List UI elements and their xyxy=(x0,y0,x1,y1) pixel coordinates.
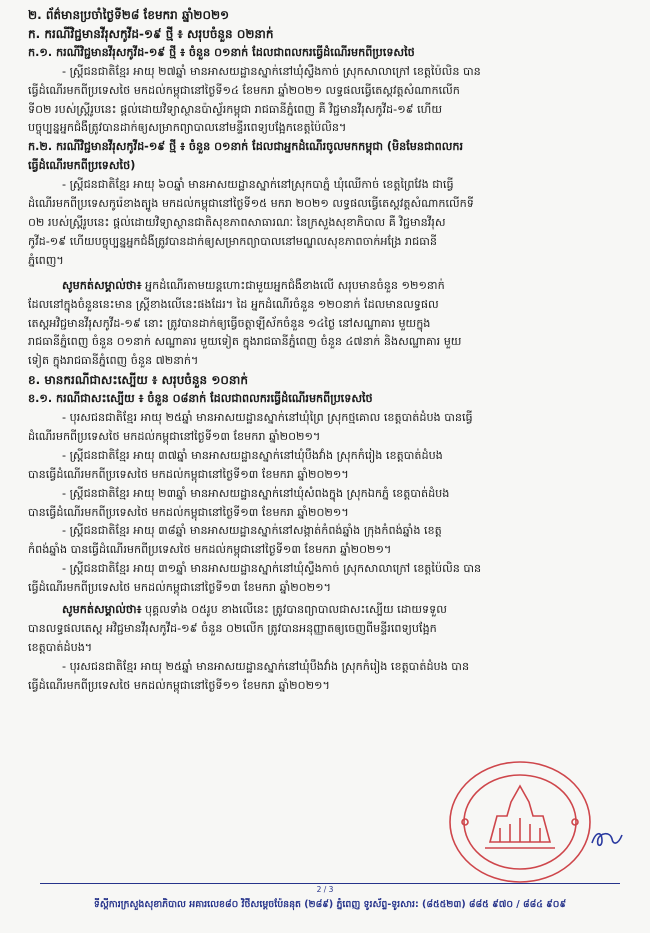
note-a-line-3: តេស្តអវិជ្ជមានវីរុសកូវីដ-១៩ នោះ ត្រូវបានដាក់ឲ្យធ្វើចត្តាឡីស័កចំនួន ១៤ថ្ងៃ នៅសណ្ឋាគារ មួយក្នុង xyxy=(28,316,431,330)
b1-item-1-line-1: - បុរសជនជាតិខ្មែរ អាយុ ២៥ឆ្នាំ មានអាសយដ្ឋានស្នាក់នៅឃុំព្រៃ ស្រុកថ្មគោល ខេត្តបាត់ដំបង បានធ្វើ xyxy=(62,411,473,425)
b1-item-4-line-1: - ស្ត្រីជនជាតិខ្មែរ អាយុ ៣៨ឆ្នាំ មានអាសយដ្ឋានស្នាក់នៅសង្កាត់កំពង់ឆ្នាំង ក្រុងកំពង់ឆ្នាំង ខេត្ត xyxy=(62,524,442,538)
b1-item-3-line-2: បានធ្វើដំណើរមកពីប្រទេសថៃ មកដល់កម្ពុជានៅថ្ងៃទី១៣ ខែមករា ឆ្នាំ២០២១។ xyxy=(28,505,349,519)
official-stamp-icon xyxy=(445,758,595,886)
b1-item-6-line-2: ធ្វើដំណើរមកពីប្រទេសថៃ មកដល់កម្ពុជានៅថ្ងៃទី១១ ខែមករា ឆ្នាំ២០២១។ xyxy=(28,678,330,692)
note-b-line-1 xyxy=(28,601,633,620)
a1-line-1: - ស្ត្រីជនជាតិខ្មែរ អាយុ ២៧ឆ្នាំ មានអាសយដ្ឋានស្នាក់នៅឃុំស្ទឹងកាច់ ស្រុកសាលាក្រៅ ខេត្តប៉ៃលិន បាន xyxy=(62,64,481,78)
footer-divider xyxy=(40,883,620,884)
b1-item-1-line-2: ដំណើរមកពីប្រទេសថៃ មកដល់កម្ពុជានៅថ្ងៃទី១៣ ខែមករា ឆ្នាំ២០២១។ xyxy=(28,429,321,443)
a2-line-1: - ស្ត្រីជនជាតិខ្មែរ អាយុ ៦០ឆ្នាំ មានអាសយដ្ឋានស្នាក់នៅស្រុកបាភ្នំ ឃុំឈើកាច់ ខេត្តព្រៃវែង ជាធ្វើ xyxy=(62,178,454,192)
b1-item-3-line-1: - ស្ត្រីជនជាតិខ្មែរ អាយុ ២៣ឆ្នាំ មានអាសយដ្ឋានស្នាក់នៅឃុំសំពងក្នុង ស្រុកឯកភ្នំ ខេត្តបាត់ដំបង xyxy=(62,486,450,500)
a1-line-4: បច្ចុប្បន្នអ្នកជំងឺត្រូវបានដាក់ឲ្យសម្រាកព្យាបាលនៅមន្ទីរពេទ្យបង្អែកខេត្តប៉ៃលិន។ xyxy=(28,121,347,135)
b1-item-2-line-2: បានធ្វើដំណើរមកពីប្រទេសថៃ មកដល់កម្ពុជានៅថ្ងៃទី១៣ ខែមករា ឆ្នាំ២០២១។ xyxy=(28,467,349,481)
b1-item-5-line-1: - ស្ត្រីជនជាតិខ្មែរ អាយុ ៣១ឆ្នាំ មានអាសយដ្ឋានស្នាក់នៅឃុំស្ទឹងកាច់ ស្រុកសាលាក្រៅ ខេត្តប៉ៃលិន បាន xyxy=(62,562,482,576)
a1-line-3: ទី០២ របស់ស្ត្រីរូបនេះ ផ្តល់ដោយវិទ្យាស្ថានប៉ាស្ទ័រកម្ពុជា រាជធានីភ្នំពេញ គឺ វិជ្ជមានវីរុសកូវីដ-១៩ ហើយ xyxy=(28,102,442,116)
a2-line-2: ដំណើរមកពីប្រទេសកូរ៉េខាងត្បូង មកដល់កម្ពុជានៅថ្ងៃទី១៥ មករា ២០២១ លទ្ធផលធ្វើតេស្តវត្តសំណាកលើកទី xyxy=(28,197,474,211)
a1-line-2: ធ្វើដំណើរមកពីប្រទេសថៃ មកដល់កម្ពុជានៅថ្ងៃទី១៤ ខែមករា ឆ្នាំ២០២១ លទ្ធផលធ្វើតេស្តវត្តសំណាកលើក xyxy=(28,83,460,97)
note-b-line-3: ខេត្តបាត់ដំបង។ xyxy=(28,640,93,654)
signature-icon xyxy=(588,825,628,853)
page-number: 2 / 3 xyxy=(316,885,334,894)
document-body xyxy=(28,6,633,696)
note-a-label: សូមកត់សម្គាល់ថា៖ xyxy=(62,278,142,292)
note-b-label: សូមកត់សម្គាល់ថា៖ xyxy=(62,603,142,617)
footer-address: ទីស្តីការក្រសួងសុខាភិបាល អគារលេខ៨០ វិថីសម្តេចប៉ែននុត (២៨៩) ភ្នំពេញ ទូរស័ព្ទ-ទូរសារ: (៨៥៥២៣) ៨៨៥ ៩៧០ / ៨៨៤ ៩០៩ xyxy=(93,899,567,910)
note-b-line-2: បានលទ្ធផលតេស្ត អវិជ្ជមានវីរុសកូវីដ-១៩ ចំនួន ០២លើក ត្រូវបានអនុញ្ញាតឲ្យចេញពីមន្ទីរពេទ្យបង្អែក xyxy=(28,622,437,635)
a2-line-5: ភ្នំពេញ។ xyxy=(28,253,64,267)
note-a-text: អ្នកដំណើរតាមយន្តហោះជាមួយអ្នកជំងឺខាងលើ សរុបមានចំនួន ១២១នាក់ xyxy=(141,278,445,292)
note-a-line-4: រាជធានីភ្នំពេញ ចំនួន ០១នាក់ សណ្ឋាគារ មួយទៀត ក្នុងរាជធានីភ្នំពេញ ចំនួន ៤៧នាក់ និងសណ្ឋាគារ មួយ xyxy=(28,335,462,349)
part-a2-title-2: ធ្វើដំណើរមកពីប្រទេសថៃ) xyxy=(28,159,136,173)
note-a-line-2: ដែលនៅក្នុងចំនួននេះមាន ស្ត្រីខាងលើនេះផងដែរ។ ដៃ អ្នកដំណើរចំនួន ១២០នាក់ ដែលមានលទ្ធផល xyxy=(28,297,439,311)
note-b-text: បុគ្គលទាំង ០៥រូប ខាងលើនេះ ត្រូវបានព្យាបាលជាសះស្បើយ ដោយទទួល xyxy=(141,603,447,617)
note-a-line-1 xyxy=(28,277,633,296)
part-b-title: ខ. មានករណីជាសះស្បើយ ៖ សរុបចំនួន ១០នាក់ xyxy=(28,373,248,388)
part-a1-title: ក.១. ករណីវិជ្ជមានវីរុសកូវីដ-១៩ ថ្មី ៖ ចំនួន ០១នាក់ ដែលជាពលករធ្វើដំណើរមកពីប្រទេសថៃ xyxy=(28,45,415,59)
a2-line-4: កូវីដ-១៩ ហើយបច្ចុប្បន្នអ្នកជំងឺត្រូវបានដាក់ឲ្យសម្រាកព្យាបាលនៅមណ្ឌលសុខភាពចាក់អង្រែ រាជធានី xyxy=(28,234,437,248)
b1-item-4-line-2: កំពង់ឆ្នាំង បានធ្វើដំណើរមកពីប្រទេសថៃ មកដល់កម្ពុជានៅថ្ងៃទី១៣ ខែមករា ឆ្នាំ២០២១។ xyxy=(28,543,392,557)
b1-item-5-line-2: ធ្វើដំណើរមកពីប្រទេសថៃ មកដល់កម្ពុជានៅថ្ងៃទី១៣ ខែមករា ឆ្នាំ២០២១។ xyxy=(28,581,331,595)
b1-item-6-line-1: - បុរសជនជាតិខ្មែរ អាយុ ២៥ឆ្នាំ មានអាសយដ្ឋានស្នាក់នៅឃុំបឹងវាំង ស្រុកកំរៀង ខេត្តបាត់ដំបង បាន xyxy=(62,659,470,673)
part-a-title: ក. ករណីវិជ្ជមានវីរុសកូវីដ-១៩ ថ្មី ៖ សរុបចំនួន ០២នាក់ xyxy=(28,26,274,41)
part-a2-title-1: ក.២. ករណីវិជ្ជមានវីរុសកូវីដ-១៩ ថ្មី ៖ ចំនួន ០១នាក់ ដែលជាអ្នកដំណើរចូលមកកម្ពុជា (មិនមែនជាពលករ xyxy=(28,140,464,154)
a2-line-3: ០២ របស់ស្ត្រីរូបនេះ ផ្តល់ដោយវិទ្យាស្ថានជាតិសុខភាពសាធារណៈ នៃក្រសួងសុខាភិបាល គឺ វិជ្ជមានវីរុស xyxy=(28,215,446,229)
b1-item-2-line-1: - ស្ត្រីជនជាតិខ្មែរ អាយុ ៣៧ឆ្នាំ មានអាសយដ្ឋានស្នាក់នៅឃុំបឹងវាំង ស្រុកកំរៀង ខេត្តបាត់ដំបង xyxy=(62,448,443,462)
note-a-line-5: ទៀត ក្នុងរាជធានីភ្នំពេញ ចំនួន ៧២នាក់។ xyxy=(28,354,199,368)
part-b1-title: ខ.១. ករណីជាសះស្បើយ ៖ ចំនួន ០៨នាក់ ដែលជាពលករធ្វើដំណើរមកពីប្រទេសថៃ xyxy=(28,392,373,406)
section-title: ២. ព័ត៌មានប្រចាំថ្ងៃទី២៨ ខែមករា ឆ្នាំ២០២១ xyxy=(28,8,230,22)
